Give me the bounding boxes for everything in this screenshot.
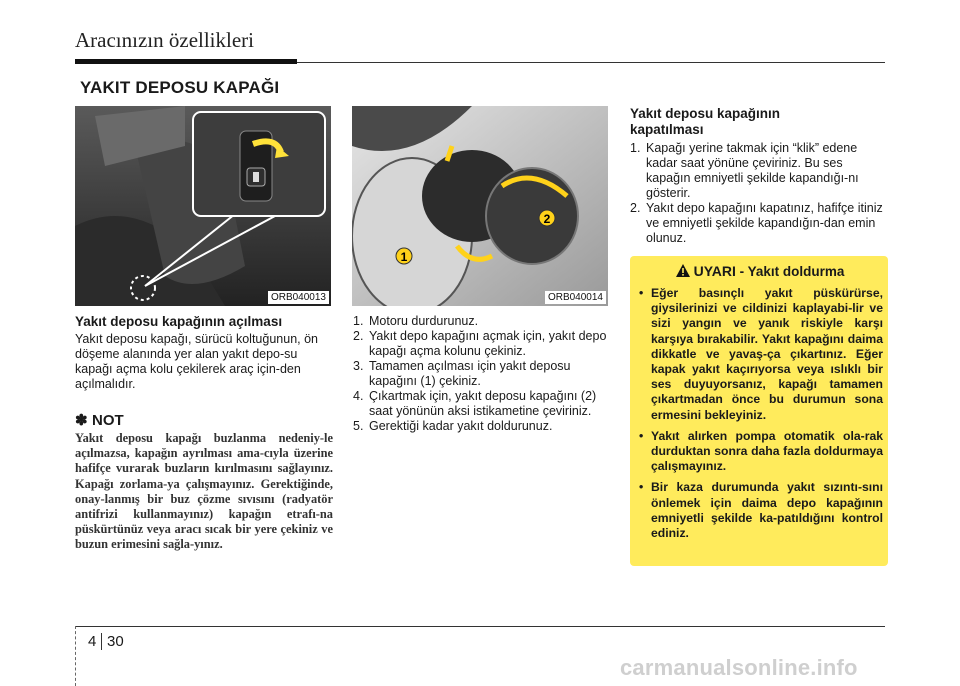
page-chapter: 4 — [88, 633, 97, 650]
list-item: • Bir kaza durumunda yakıt sızıntı-sını önlemek için daima depo kapağının emniyetli şekilde ka-patıldığını kontrol ediniz. — [639, 480, 883, 541]
callout-2: 2 — [543, 212, 551, 226]
list-item: 1. Kapağı yerine takmak için “klik” edene kadar saat yönüne çeviriniz. Bu ses kapağın emniyetli şekilde kapandığı-nı gösterir. — [630, 141, 859, 200]
warning-triangle-icon — [676, 264, 690, 277]
closing-steps — [630, 141, 886, 246]
note-text: Yakıt deposu kapağı buzlanma nedeniy-le açılmazsa, kapağın ayrılması ama-cıyla üzerine hafifçe vurarak buzların kırılmasını sağlayınız. Kapağı zorlama-ya çalışmayınız. Gerektiğinde, onay-lanmış bir buz çözme sıvısını (radyatör antifrizi kullanmayınız) kapağın etrafı-na püskürtünüz veya aracı sıcak bir yere çekiniz ve buzun erimesini sağla-yınız. — [75, 431, 333, 552]
figure-label: ORB040013 — [268, 291, 329, 304]
fuel-door-release-illustration — [75, 106, 331, 306]
callout-1: 1 — [400, 250, 408, 264]
warning-title — [640, 263, 880, 279]
list-item: 1. Motoru durdurunuz. — [353, 314, 479, 328]
list-item: • Yakıt alırken pompa otomatik ola-rak durduktan sonra daha fazla doldurmaya çalışmayınız. — [639, 428, 883, 474]
footer-rule — [75, 626, 885, 627]
fuel-door-release-photo — [75, 106, 331, 306]
figure-label: ORB040014 — [545, 291, 606, 304]
page-separator — [101, 633, 102, 650]
fuel-filler-door-illustration — [352, 106, 608, 306]
list-item: 4. Çıkartmak için, yakıt deposu kapağını (2) saat yönünün aksi istikametine çeviriniz. — [353, 389, 597, 418]
warning-title-sub: - Yakıt doldurma — [735, 264, 845, 279]
list-item: 2. Yakıt depo kapağını açmak için, yakıt depo kapağı açma kolunu çekiniz. — [353, 329, 607, 358]
warning-title-main: UYARI — [693, 263, 736, 279]
opening-steps — [353, 314, 609, 434]
warning-list — [639, 286, 883, 547]
footer-divider — [75, 626, 76, 686]
note-icon: ✽ — [75, 412, 88, 429]
section-title: YAKIT DEPOSU KAPAĞI — [80, 78, 280, 97]
note-title: NOT — [92, 412, 124, 429]
list-item: • Eğer basınçlı yakıt püskürürse, giysilerinizi ve cildinizi kaplayabi-lir ve sizi yangın ve yanık riskiyle karşı karşıya bırakabilir. Yakıt kapağını daima dikkatle ve yavaş-ça çıkartınız. Eğer kapak yakıt kaçırıyorsa veya ıslıklı bir ses duyuyorsanız, kapağı tamamen çıkartmadan önce bu durumun sona ermesini bekleyiniz. — [639, 286, 883, 422]
list-item: 5. Gerektiği kadar yakıt doldurunuz. — [353, 419, 553, 433]
list-item: 2. Yakıt depo kapağını kapatınız, hafifçe itiniz ve emniyetli şekilde kapandığın-dan emin olunuz. — [630, 201, 883, 245]
header-rule-accent — [75, 59, 297, 64]
opening-heading: Yakıt deposu kapağının açılması — [75, 314, 283, 329]
fuel-filler-door-photo — [352, 106, 608, 306]
list-item: 3. Tamamen açılması için yakıt deposu kapağını (1) çekiniz. — [353, 359, 571, 388]
closing-heading: Yakıt deposu kapağının kapatılması — [630, 106, 781, 137]
page-number: 30 — [107, 633, 124, 650]
watermark: carmanualsonline.info — [620, 655, 858, 680]
chapter-title: Aracınızın özellikleri — [75, 28, 255, 52]
note-header — [75, 411, 124, 430]
opening-text: Yakıt deposu kapağı, sürücü koltuğunun, ön döşeme alanında yer alan yakıt depo-su kapağı açma kolu çekilerek araç için-den açılmalıdır. — [75, 332, 318, 391]
